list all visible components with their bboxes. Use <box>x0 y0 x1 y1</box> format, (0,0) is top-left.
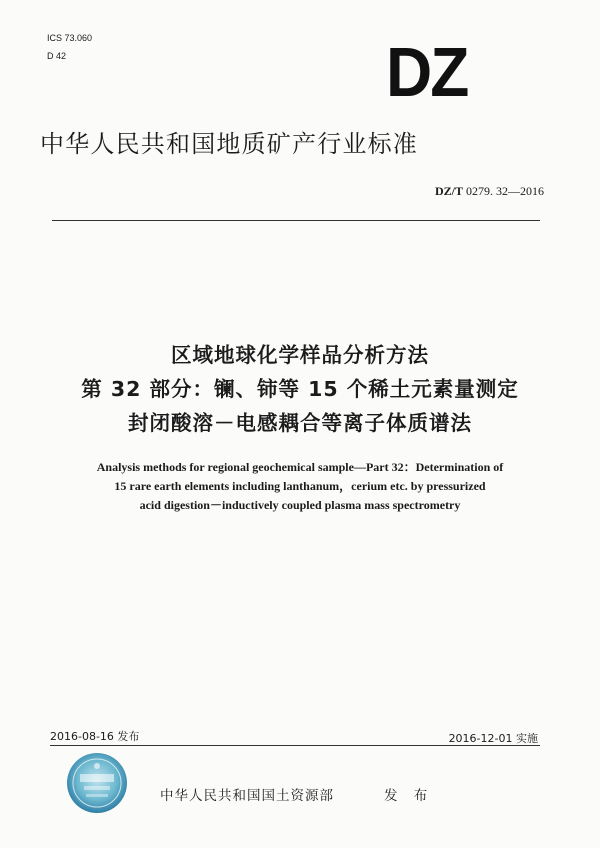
title-cn-line-2: 第 32 部分：镧、铈等 15 个稀土元素量测定 <box>81 377 519 401</box>
title-cn-line-1: 区域地球化学样品分析方法 <box>171 343 429 367</box>
anti-counterfeit-seal-icon <box>66 752 128 814</box>
implementation-date: 2016-12-01 实施 <box>448 732 538 745</box>
issuing-authority: 中华人民共和国国土资源部 <box>160 788 334 804</box>
title-en-line-1: Analysis methods for regional geochemical sample—Part 32：Determination of <box>96 460 504 474</box>
title-en-line-2: 15 rare earth elements including lanthanum，cerium etc. by pressurized <box>114 479 486 493</box>
ccs-code: D 42 <box>47 51 67 61</box>
dz-logo: DZ <box>386 33 468 112</box>
header-divider <box>52 220 540 221</box>
issue-label: 发 布 <box>384 788 434 804</box>
issue-date: 2016-08-16 发布 <box>50 730 140 743</box>
standard-number <box>435 184 544 199</box>
ics-code: ICS 73.060 <box>47 33 93 43</box>
standard-code: 0279. 32—2016 <box>466 184 544 198</box>
standard-prefix: DZ/T <box>434 184 463 198</box>
standard-category: 中华人民共和国地质矿产行业标准 <box>40 130 418 158</box>
title-cn-line-3: 封闭酸溶－电感耦合等离子体质谱法 <box>128 411 472 435</box>
title-en-line-3: acid digestion－inductively coupled plasma mass spectrometry <box>139 498 461 512</box>
footer-divider <box>50 745 540 746</box>
